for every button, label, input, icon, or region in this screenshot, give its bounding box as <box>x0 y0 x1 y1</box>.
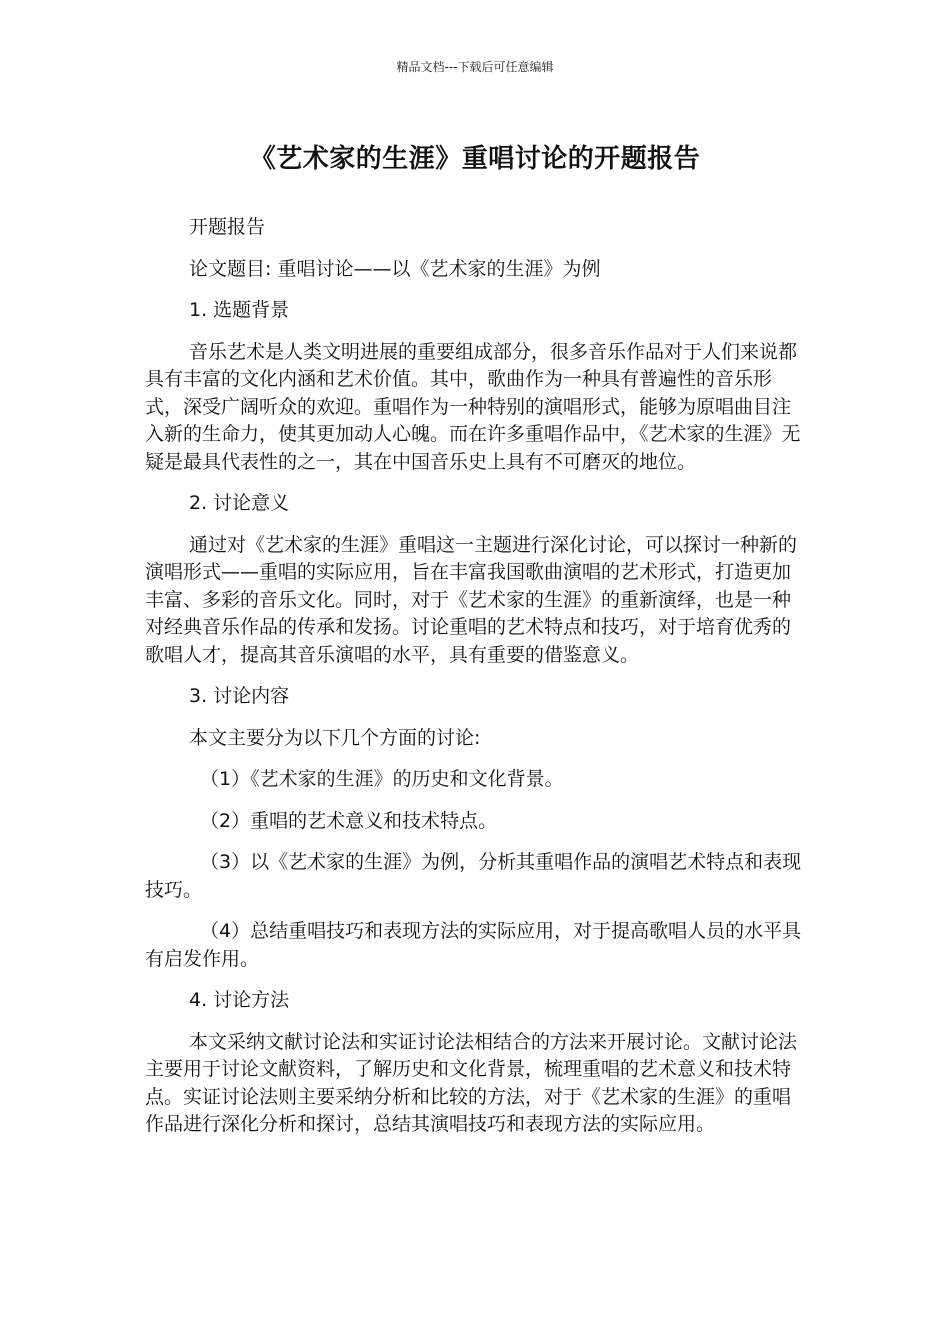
report-heading: 开题报告 <box>189 216 266 238</box>
document-body <box>145 214 805 1139</box>
list-item: （4）总结重唱技巧和表现方法的实际应用，对于提高歌唱人员的水平具有启发作用。 <box>145 920 802 970</box>
thesis-title: 论文题目: 重唱讨论——以《艺术家的生涯》为例 <box>189 257 601 280</box>
list-item: （3）以《艺术家的生涯》为例，分析其重唱作品的演唱艺术特点和表现技巧。 <box>145 851 802 901</box>
section-2-paragraph: 通过对《艺术家的生涯》重唱这一主题进行深化讨论，可以探讨一种新的演唱形式——重唱的实际应用，旨在丰富我国歌曲演唱的艺术形式，打造更加丰富、多彩的音乐文化。同时，对于《艺术家的生涯》的重新演绎，也是一种对经典音乐作品的传承和发扬。讨论重唱的艺术特点和技巧，对于培育优秀的歌唱人才，提高其音乐演唱的水平，具有重要的借鉴意义。 <box>145 533 798 666</box>
section-4-paragraph: 本文采纳文献讨论法和实证讨论法相结合的方法来开展讨论。文献讨论法主要用于讨论文献资料，了解历史和文化背景，梳理重唱的艺术意义和技术特点。实证讨论法则主要采纳分析和比较的方法，对于《艺术家的生涯》的重唱作品进行深化分析和探讨，总结其演唱技巧和表现方法的实际应用。 <box>145 1030 798 1135</box>
section-1-paragraph: 音乐艺术是人类文明进展的重要组成部分，很多音乐作品对于人们来说都具有丰富的文化内涵和艺术价值。其中，歌曲作为一种具有普遍性的音乐形式，深受广阔听众的欢迎。重唱作为一种特别的演唱形式，能够为原唱曲目注入新的生命力，使其更加动人心魄。而在许多重唱作品中，《艺术家的生涯》无疑是最具代表性的之一，其在中国音乐史上具有不可磨灭的地位。 <box>145 340 801 473</box>
list-item: （2）重唱的艺术意义和技术特点。 <box>200 809 498 832</box>
section-1-title: 1. 选题背景 <box>189 299 290 321</box>
section-2-title: 2. 讨论意义 <box>189 492 290 514</box>
list-item: （1）《艺术家的生涯》的历史和文化背景。 <box>200 768 564 790</box>
section-3-intro: 本文主要分为以下几个方面的讨论: <box>189 726 481 749</box>
section-3-title: 3. 讨论内容 <box>189 685 290 707</box>
page-header: 精品文档---下载后可任意编辑 <box>396 60 554 74</box>
section-4-title: 4. 讨论方法 <box>189 989 290 1011</box>
document-title: 《艺术家的生涯》重唱讨论的开题报告 <box>249 144 701 174</box>
